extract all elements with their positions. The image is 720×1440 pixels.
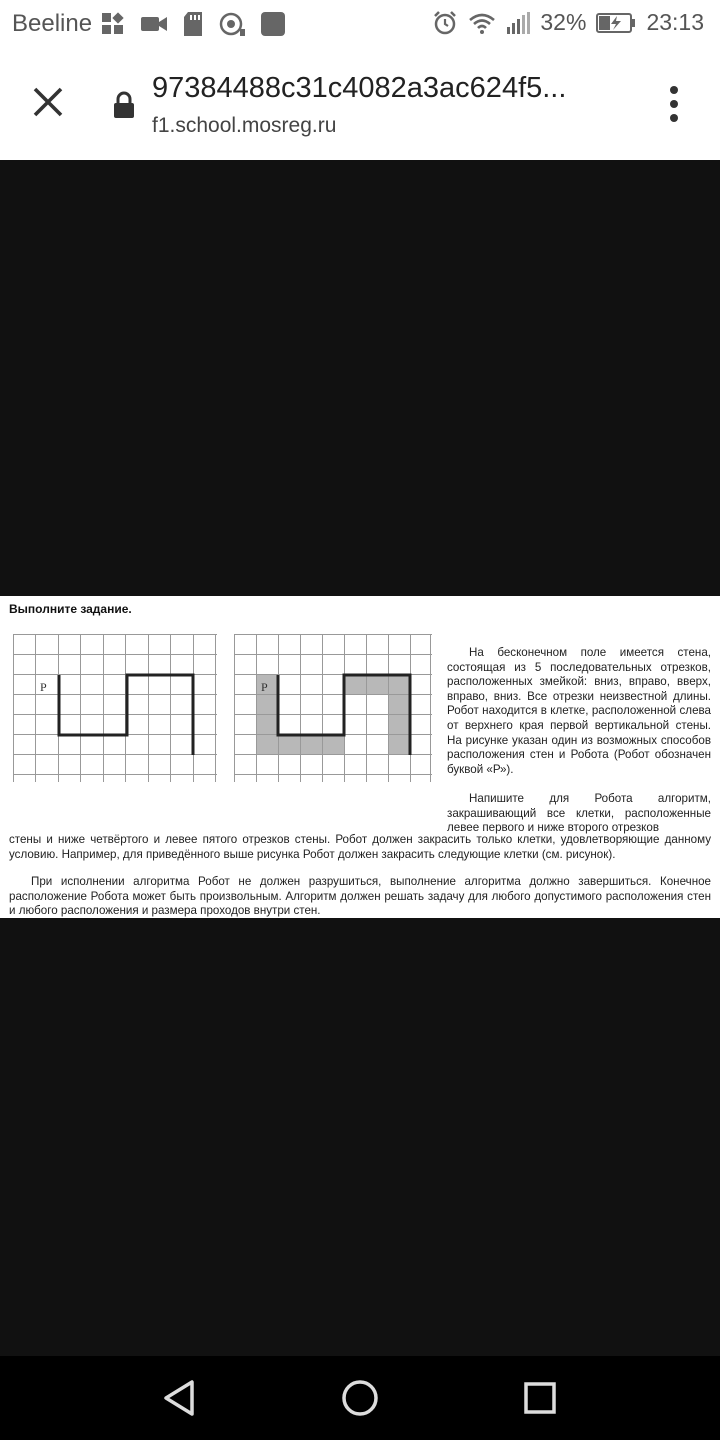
robot-marker: Р: [261, 680, 268, 694]
recent-apps-icon[interactable]: [518, 1376, 562, 1420]
task-document-image: [0, 596, 720, 918]
notification-icons: [100, 11, 286, 37]
maze-grid-solution: [234, 634, 434, 784]
maze-grid-original: [13, 634, 219, 784]
more-options-icon[interactable]: [660, 82, 688, 126]
robot-marker: Р: [40, 680, 47, 694]
signal-icon: [506, 11, 530, 35]
wifi-icon: [468, 11, 496, 35]
widgets-icon: [100, 11, 126, 37]
hotspot-icon: [218, 11, 246, 37]
task-paragraph-2: стены и ниже четвёртого и левее пятого отрезков стены. Робот должен закрасить только клетки, удовлетворяющие данному условию. Например, для приведённого выше рисунка Робот должен закрасить следующие клетки (см. рисунок).: [9, 833, 711, 861]
task-paragraph-3: При исполнении алгоритма Робот не должен разрушиться, выполнение алгоритма должно завершиться. Конечное расположение Робота может быть произвольным. Алгоритм должен решать задачу для любого допустимого расположения стен и любого расположения и размера проходов внутри стен.: [9, 875, 711, 918]
task-heading: Выполните задание.: [9, 602, 132, 616]
status-bar: [0, 0, 720, 50]
back-icon[interactable]: [158, 1376, 202, 1420]
system-navigation-bar: [0, 1356, 720, 1440]
home-icon[interactable]: [338, 1376, 382, 1420]
page-title: 97384488c31c4082a3ac624f5...: [152, 72, 567, 104]
video-camera-icon: [140, 11, 168, 37]
battery-charging-icon: [596, 12, 636, 34]
close-icon[interactable]: [26, 80, 70, 124]
system-icons: [432, 9, 704, 36]
battery-percent: 32%: [540, 9, 587, 35]
page-url[interactable]: f1.school.mosreg.ru: [152, 114, 337, 137]
task-paragraph-2-side: Напишите для Робота алгоритм, закрашивающий все клетки, расположенные левее первого и ниже второго отрезков: [447, 792, 711, 835]
carrier-name: Beeline: [12, 10, 93, 37]
task-paragraph-1: На бесконечном поле имеется стена, состоящая из 5 последовательных отрезков, расположенных змейкой: вниз, вправо, вверх, вправо, вниз. Все отрезки неизвестной длины. Робот находится в клетке, расположенной слева от верхнего края первой вертикальной стены. На рисунке указан один из возможных способов расположения стен и Робота (Робот обозначен буквой «Р»).: [447, 646, 711, 776]
alarm-icon: [432, 10, 458, 36]
browser-toolbar: [0, 50, 720, 160]
sd-card-icon: [182, 11, 204, 37]
clock: 23:13: [646, 9, 704, 35]
lock-icon: [112, 90, 136, 120]
app-notification-icon: [260, 11, 286, 37]
